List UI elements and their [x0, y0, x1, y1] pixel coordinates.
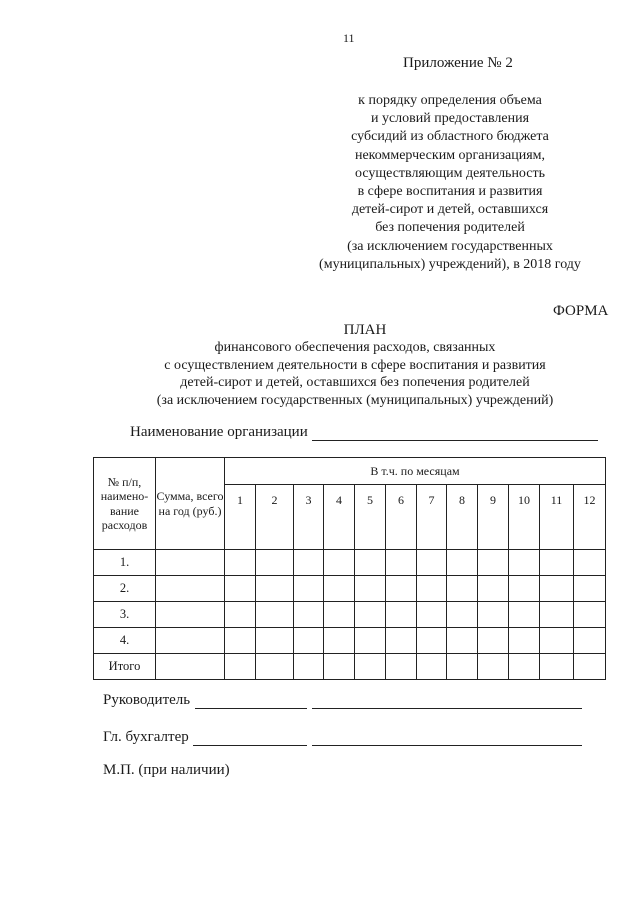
month-value-cell[interactable] — [294, 602, 324, 628]
month-value-cell[interactable] — [324, 628, 355, 654]
appendix-description-line: некоммерческим организациям, — [354, 147, 546, 163]
header-sum: Сумма, всего на год (руб.) — [156, 458, 225, 550]
month-value-cell[interactable] — [540, 602, 574, 628]
month-value-cell[interactable] — [447, 550, 478, 576]
month-value-cell[interactable] — [386, 602, 417, 628]
header-number: № п/п, наимено- вание расходов — [94, 458, 156, 550]
month-value-cell[interactable] — [225, 576, 256, 602]
row-label: 2. — [94, 576, 156, 602]
sum-cell[interactable] — [156, 628, 225, 654]
organization-row — [130, 424, 598, 441]
month-value-cell[interactable] — [386, 654, 417, 680]
month-value-cell[interactable] — [417, 550, 447, 576]
sum-cell[interactable] — [156, 602, 225, 628]
month-value-cell[interactable] — [574, 654, 606, 680]
month-value-cell[interactable] — [256, 654, 294, 680]
plan-description-line: (за исключением государственных (муниципальных) учреждений) — [156, 392, 554, 408]
month-value-cell[interactable] — [478, 654, 509, 680]
month-value-cell[interactable] — [225, 654, 256, 680]
month-value-cell[interactable] — [447, 602, 478, 628]
month-value-cell[interactable] — [225, 602, 256, 628]
plan-title: ПЛАН — [343, 322, 387, 338]
row-label: Итого — [94, 654, 156, 680]
sum-cell[interactable] — [156, 654, 225, 680]
month-value-cell[interactable] — [540, 628, 574, 654]
appendix-description-line: субсидий из областного бюджета — [351, 129, 549, 145]
month-value-cell[interactable] — [478, 602, 509, 628]
month-value-cell[interactable] — [417, 628, 447, 654]
table-row — [94, 654, 606, 680]
month-value-cell[interactable] — [256, 576, 294, 602]
form-label: ФОРМА — [553, 303, 609, 319]
month-value-cell[interactable] — [540, 654, 574, 680]
accountant-name-field[interactable] — [312, 731, 582, 746]
month-value-cell[interactable] — [540, 550, 574, 576]
month-value-cell[interactable] — [509, 550, 540, 576]
month-header: 12 — [574, 485, 606, 550]
appendix-description-line: в сфере воспитания и развития — [357, 184, 543, 200]
table-row — [94, 576, 606, 602]
month-value-cell[interactable] — [386, 628, 417, 654]
month-value-cell[interactable] — [540, 576, 574, 602]
accountant-signature-label: Гл. бухгалтер — [103, 729, 189, 745]
accountant-signature-row — [103, 729, 582, 746]
appendix-description-line: (за исключением государственных — [347, 238, 553, 254]
seal-label: М.П. (при наличии) — [103, 762, 230, 778]
month-value-cell[interactable] — [509, 628, 540, 654]
sum-cell[interactable] — [156, 550, 225, 576]
month-value-cell[interactable] — [256, 550, 294, 576]
month-value-cell[interactable] — [574, 576, 606, 602]
month-value-cell[interactable] — [324, 576, 355, 602]
sum-cell[interactable] — [156, 576, 225, 602]
month-header: 4 — [324, 485, 355, 550]
plan-description-line: детей-сирот и детей, оставшихся без попечения родителей — [180, 375, 530, 390]
month-header: 3 — [294, 485, 324, 550]
month-value-cell[interactable] — [478, 550, 509, 576]
appendix-description-line: к порядку определения объема — [358, 93, 542, 108]
month-value-cell[interactable] — [355, 628, 386, 654]
month-header: 10 — [509, 485, 540, 550]
page-number: 11 — [343, 31, 355, 45]
table-row — [94, 602, 606, 628]
month-value-cell[interactable] — [355, 550, 386, 576]
month-value-cell[interactable] — [355, 602, 386, 628]
table-row — [94, 550, 606, 576]
month-value-cell[interactable] — [256, 628, 294, 654]
appendix-description-line: (муниципальных) учреждений), в 2018 году — [319, 256, 581, 272]
month-value-cell[interactable] — [324, 602, 355, 628]
month-value-cell[interactable] — [225, 550, 256, 576]
organization-label: Наименование организации — [130, 424, 308, 440]
month-value-cell[interactable] — [355, 654, 386, 680]
month-header: 7 — [417, 485, 447, 550]
appendix-description-line: без попечения родителей — [375, 220, 525, 236]
month-value-cell[interactable] — [355, 576, 386, 602]
month-value-cell[interactable] — [294, 628, 324, 654]
month-value-cell[interactable] — [509, 602, 540, 628]
month-value-cell[interactable] — [574, 628, 606, 654]
month-header: 11 — [540, 485, 574, 550]
month-value-cell[interactable] — [509, 654, 540, 680]
month-value-cell[interactable] — [447, 654, 478, 680]
month-value-cell[interactable] — [417, 602, 447, 628]
accountant-signature-field[interactable] — [193, 731, 307, 746]
row-label: 1. — [94, 550, 156, 576]
organization-name-field[interactable] — [312, 426, 598, 441]
month-value-cell[interactable] — [225, 628, 256, 654]
row-label: 3. — [94, 602, 156, 628]
head-name-field[interactable] — [312, 694, 582, 709]
month-value-cell[interactable] — [574, 602, 606, 628]
table-row — [94, 628, 606, 654]
month-value-cell[interactable] — [294, 550, 324, 576]
month-header: 6 — [386, 485, 417, 550]
header-months: В т.ч. по месяцам — [225, 458, 606, 485]
month-header: 5 — [355, 485, 386, 550]
month-value-cell[interactable] — [574, 550, 606, 576]
month-value-cell[interactable] — [478, 576, 509, 602]
row-label: 4. — [94, 628, 156, 654]
month-value-cell[interactable] — [447, 628, 478, 654]
month-value-cell[interactable] — [447, 576, 478, 602]
month-value-cell[interactable] — [417, 654, 447, 680]
month-header: 2 — [256, 485, 294, 550]
appendix-description-line: детей-сирот и детей, оставшихся — [351, 202, 549, 218]
month-header: 1 — [225, 485, 256, 550]
head-signature-row — [103, 692, 582, 709]
month-value-cell[interactable] — [386, 550, 417, 576]
month-header: 8 — [447, 485, 478, 550]
month-value-cell[interactable] — [478, 628, 509, 654]
head-signature-field[interactable] — [195, 694, 307, 709]
plan-table — [93, 457, 606, 680]
plan-description — [100, 339, 610, 409]
appendix-description-line: осуществляющим деятельность — [354, 165, 546, 181]
plan-description-line: финансового обеспечения расходов, связанных — [214, 340, 496, 355]
head-signature-label: Руководитель — [103, 692, 191, 708]
month-value-cell[interactable] — [256, 602, 294, 628]
month-value-cell[interactable] — [324, 550, 355, 576]
month-value-cell[interactable] — [324, 654, 355, 680]
month-value-cell[interactable] — [417, 576, 447, 602]
month-value-cell[interactable] — [294, 576, 324, 602]
appendix-description-line: и условий предоставления — [370, 111, 530, 127]
month-value-cell[interactable] — [294, 654, 324, 680]
plan-description-line: с осуществлением деятельности в сфере воспитания и развития — [164, 357, 546, 373]
month-value-cell[interactable] — [509, 576, 540, 602]
month-value-cell[interactable] — [386, 576, 417, 602]
appendix-title: Приложение № 2 — [403, 55, 513, 71]
appendix-description — [300, 92, 600, 274]
month-header: 9 — [478, 485, 509, 550]
